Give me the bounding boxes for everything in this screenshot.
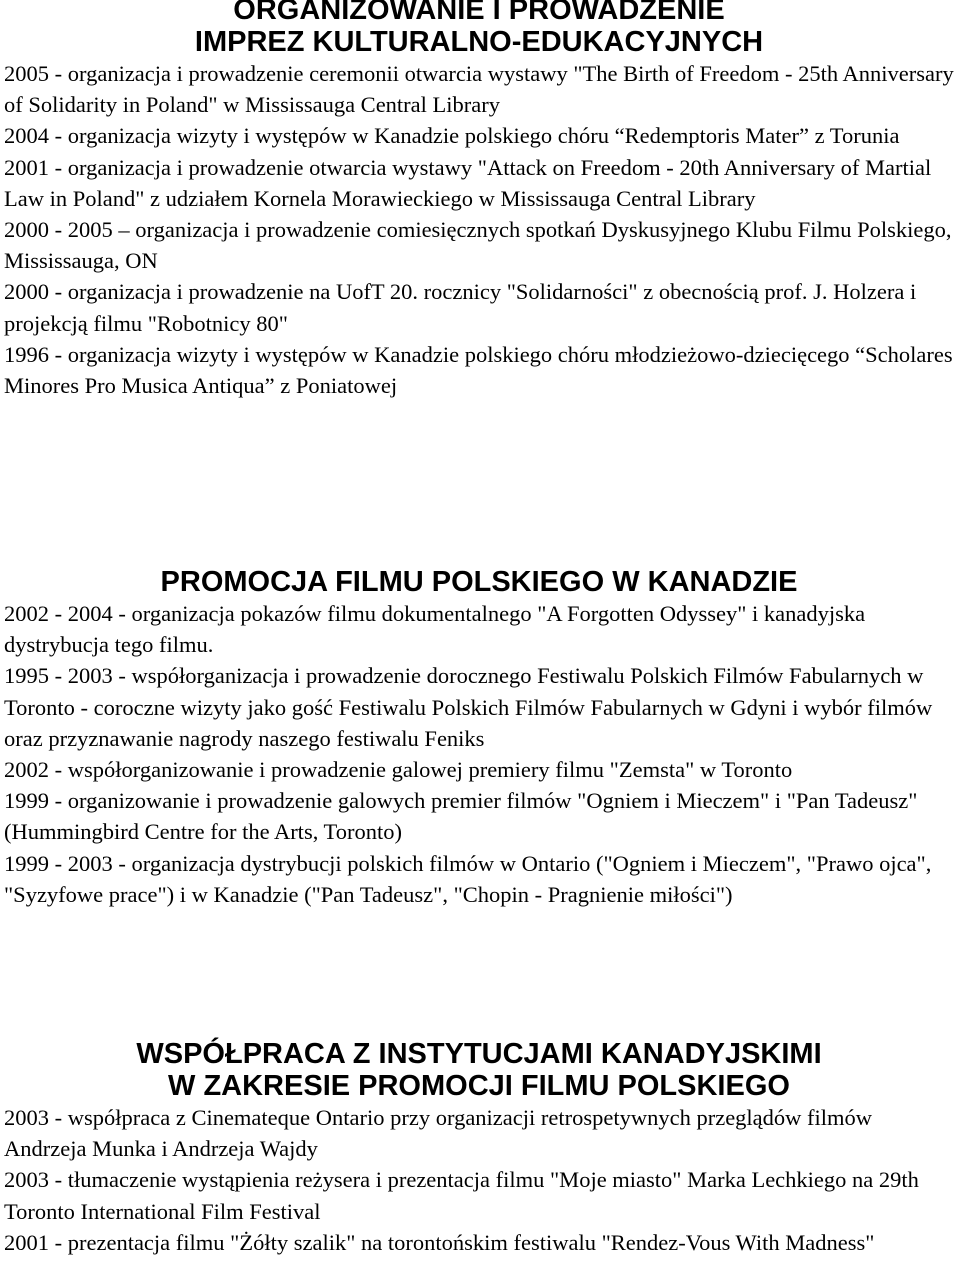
list-item: 2003 - współpraca z Cinemateque Ontario przy organizacji retrospetywnych przeglądów filmów Andrzeja Munka i Andrzeja Wajdy <box>4 1105 873 1162</box>
heading-line: ORGANIZOWANIE I PROWADZENIE <box>233 0 725 26</box>
list-item: 2002 - współorganizowanie i prowadzenie galowej premiery filmu "Zemsta" w Toronto <box>4 757 793 783</box>
section-heading <box>4 0 954 58</box>
section-heading <box>4 1038 954 1102</box>
heading-line: WSPÓŁPRACA Z INSTYTUCJAMI KANADYJSKIMI <box>136 1038 822 1070</box>
list-item: 1995 - 2003 - współorganizacja i prowadzenie dorocznego Festiwalu Polskich Filmów Fabularnych w Toronto - coroczne wizyty jako gość Festiwalu Polskich Filmów Fabularnych w Gdyni i wybór filmów oraz przyznawanie nagrody naszego festiwalu Feniks <box>4 663 933 751</box>
section-cooperation <box>4 1038 954 1258</box>
section-heading <box>4 566 954 598</box>
entry-list <box>4 598 954 910</box>
list-item: 2000 - organizacja i prowadzenie na UofT 20. rocznicy "Solidarności" z obecnością prof. J. Holzera i projekcją filmu "Robotnicy 80" <box>4 279 917 336</box>
list-item: 1999 - 2003 - organizacja dystrybucji polskich filmów w Ontario ("Ogniem i Mieczem", "Prawo ojca", "Syzyfowe prace") i w Kanadzie ("Pan Tadeusz", "Chopin - Pragnienie miłości") <box>4 850 932 907</box>
list-item: 1996 - organizacja wizyty i występów w Kanadzie polskiego chóru młodzieżowo-dziecięcego “Scholares Minores Pro Musica Antiqua” z Poniatowej <box>4 341 953 399</box>
list-item: 1999 - organizowanie i prowadzenie galowych premier filmów "Ogniem i Mieczem" i "Pan Tadeusz" (Hummingbird Centre for the Arts, Toronto) <box>4 788 918 845</box>
list-item: 2000 - 2005 – organizacja i prowadzenie comiesięcznych spotkań Dyskusyjnego Klubu Filmu Polskiego, Mississauga, ON <box>4 217 952 274</box>
list-item: 2001 - prezentacja filmu "Żółty szalik" na torontońskim festiwalu "Rendez-Vous With Madness" <box>4 1229 875 1255</box>
heading-line: PROMOCJA FILMU POLSKIEGO W KANADZIE <box>160 566 798 598</box>
list-item: 2003 - tłumaczenie wystąpienia reżysera i prezentacja filmu "Moje miasto" Marka Lechkiego na 29th Toronto International Film Festival <box>4 1167 919 1224</box>
entry-list <box>4 1102 954 1258</box>
heading-line: W ZAKRESIE PROMOCJI FILMU POLSKIEGO <box>168 1070 790 1102</box>
list-item: 2004 - organizacja wizyty i występów w Kanadzie polskiego chóru “Redemptoris Mater” z Torunia <box>4 123 900 149</box>
heading-line: IMPREZ KULTURALNO-EDUKACYJNYCH <box>194 26 764 58</box>
list-item: 2001 - organizacja i prowadzenie otwarcia wystawy "Attack on Freedom - 20th Anniversary of Martial Law in Poland" z udziałem Kornela Morawieckiego w Mississauga Central Library <box>4 154 932 211</box>
entry-list <box>4 58 954 401</box>
list-item: 2005 - organizacja i prowadzenie ceremonii otwarcia wystawy "The Birth of Freedom - 25th Anniversary of Solidarity in Poland" w Mississauga Central Library <box>4 61 954 118</box>
section-events <box>4 0 954 401</box>
list-item: 2002 - 2004 - organizacja pokazów filmu dokumentalnego "A Forgotten Odyssey" i kanadyjska dystrybucja tego filmu. <box>4 601 866 658</box>
section-film-promotion <box>4 566 954 910</box>
